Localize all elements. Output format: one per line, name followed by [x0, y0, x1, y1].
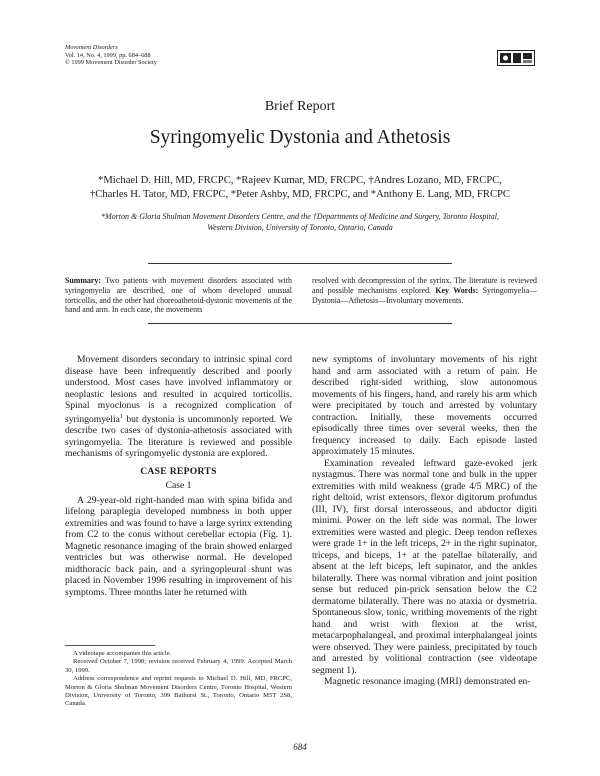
publisher-logo-icon [497, 50, 535, 66]
case-reports-heading: CASE REPORTS [140, 465, 217, 477]
report-type: Brief Report [264, 99, 336, 114]
affiliation [60, 211, 540, 233]
author-list [60, 174, 540, 202]
abstract-bottom-rule [148, 323, 452, 324]
keywords-label: Key Words: [435, 285, 479, 295]
right-paragraph-1: new symptoms of involuntary movements of his right hand and arm associated with a return of pain. He described right-sided writhing, slow autonomous movements of his fingers, hand, and rarely his arm which were precipitated by touch and arrested by voluntary contraction. Initially, these movements occurred episodically three times over several weeks, then the frequency increased to daily. Each episode lasted approximately 15 minutes. [312, 354, 537, 457]
affiliation-line-1: *Morton & Gloria Shulman Movement Disorders Centre, and the †Departments of Medicine and Surgery, Toronto Hospital, [100, 212, 500, 221]
body-left-column [65, 354, 292, 598]
abstract-right [312, 276, 537, 305]
article-title: Syringomyelic Dystonia and Athetosis [149, 127, 451, 148]
reference-marker: 1 [119, 413, 123, 420]
footnotes [65, 650, 292, 709]
journal-volume: Vol. 14, No. 4, 1999, pp. 684–688 [65, 51, 151, 59]
abstract-left-text: Two patients with movement disorders associated with syringomyelia are described, one of whom developed unusual torticollis, and the other had choreoathetoid-dystonic movements of the hand and arm. In each case, the movements [65, 276, 292, 315]
intro-paragraph [65, 354, 292, 460]
journal-name: Movement Disorders [65, 44, 118, 51]
affiliation-line-2: Western Division, University of Toronto, Ontario, Canada [207, 223, 393, 232]
authors-line-1: *Michael D. Hill, MD, FRCPC, *Rajeev Kumar, MD, FRCPC, †Andres Lozano, MD, FRCPC, [98, 175, 502, 186]
footnote-rule [65, 645, 155, 646]
right-paragraph-3: Magnetic resonance imaging (MRI) demonstrated en- [324, 676, 531, 687]
intro-text-b: but dystonia is uncommonly reported. We describe two cases of dystonia-athetosis associated with syringomyelia. The literature is reviewed and possible mechanisms of syringomyelic dystonia are explored. [65, 413, 292, 460]
case1-heading: Case 1 [165, 480, 192, 492]
footnote-received: Received October 7, 1998; revision received February 4, 1999. Accepted March 30, 1999. [65, 658, 292, 674]
case1-paragraph: A 29-year-old right-handed man with spina bifida and lifelong paraplegia developed numbness in both upper extremities and was found to have a large syrinx extending from C2 to the conus without cerebellar ectopia (Fig. 1). Magnetic resonance imaging of the brain showed enlarged ventricles but was otherwise normal. He developed midthoracic back pain, and a syringopleural shunt was placed in November 1996 resulting in improvement of his symptoms. Three months later he returned with [65, 494, 292, 598]
right-paragraph-2: Examination revealed leftward gaze-evoked jerk nystagmus. There was normal tone and bulk in the upper extremities with mild weakness (grade 4/5 MRC) of the right deltoid, wrist extensors, flexor digitorum profundus (III, IV), first dorsal interosseous, and abductor digiti minimi. Power on the left side was normal. The lower extremities were wasted and plegic. Deep tendon reflexes were grade 1+ in the left triceps, 2+ in the right supinator, triceps, and biceps, 1+ at the patellae bilaterally, and absent at the left biceps, left supinator, and the ankles bilaterally. There was normal vibration and joint position sense but reduced pin-prick sensation below the C2 dermatome bilaterally. There was no ataxia or dysmetria. Spontaneous slow, tonic, writhing movements of the right hand and wrist with flexion at the wrist, metacarpophalangeal, and proximal interphalangeal joints were observed. They were painless, precipitated by touch and arrested by volitional contraction (see videotape segment 1). [312, 457, 537, 676]
footnote-address: Address correspondence and reprint requests to Michael D. Hill, MD, FRCPC, Morton & Gloria Shulman Movement Disorders Centre, Toronto Hospital, Western Division, University of Toronto, 399 Bathurst St., Toronto, Ontario M5T 2S8, Canada. [65, 675, 292, 708]
summary-label: Summary: [65, 276, 101, 285]
body-right-column [312, 354, 537, 688]
abstract-left [65, 276, 292, 315]
abstract-right-text: resolved with decompression of the syrinx. The literature is reviewed and possible mechanisms explored. [312, 276, 537, 295]
keywords: Syringomyelia—Dystonia—Athetosis—Involuntary movements. [312, 285, 537, 305]
journal-info [65, 44, 157, 67]
page-number: 684 [293, 742, 307, 752]
abstract-top-rule [148, 263, 452, 264]
footnote-video: A videotape accompanies this article. [73, 650, 172, 657]
intro-text-a: Movement disorders secondary to intrinsic spinal cord disease have been infrequently described and poorly understood. Most cases have involved inflammatory or neoplastic lesions and resulted in acquired torticollis. Spinal myoclonus is a recognized complication of syringomyelia [65, 354, 292, 425]
journal-copyright: © 1999 Movement Disorder Society [65, 59, 157, 67]
authors-line-2: †Charles H. Tator, MD, FRCPC, *Peter Ashby, MD, FRCPC, and *Anthony E. Lang, MD, FRCPC [90, 189, 510, 200]
